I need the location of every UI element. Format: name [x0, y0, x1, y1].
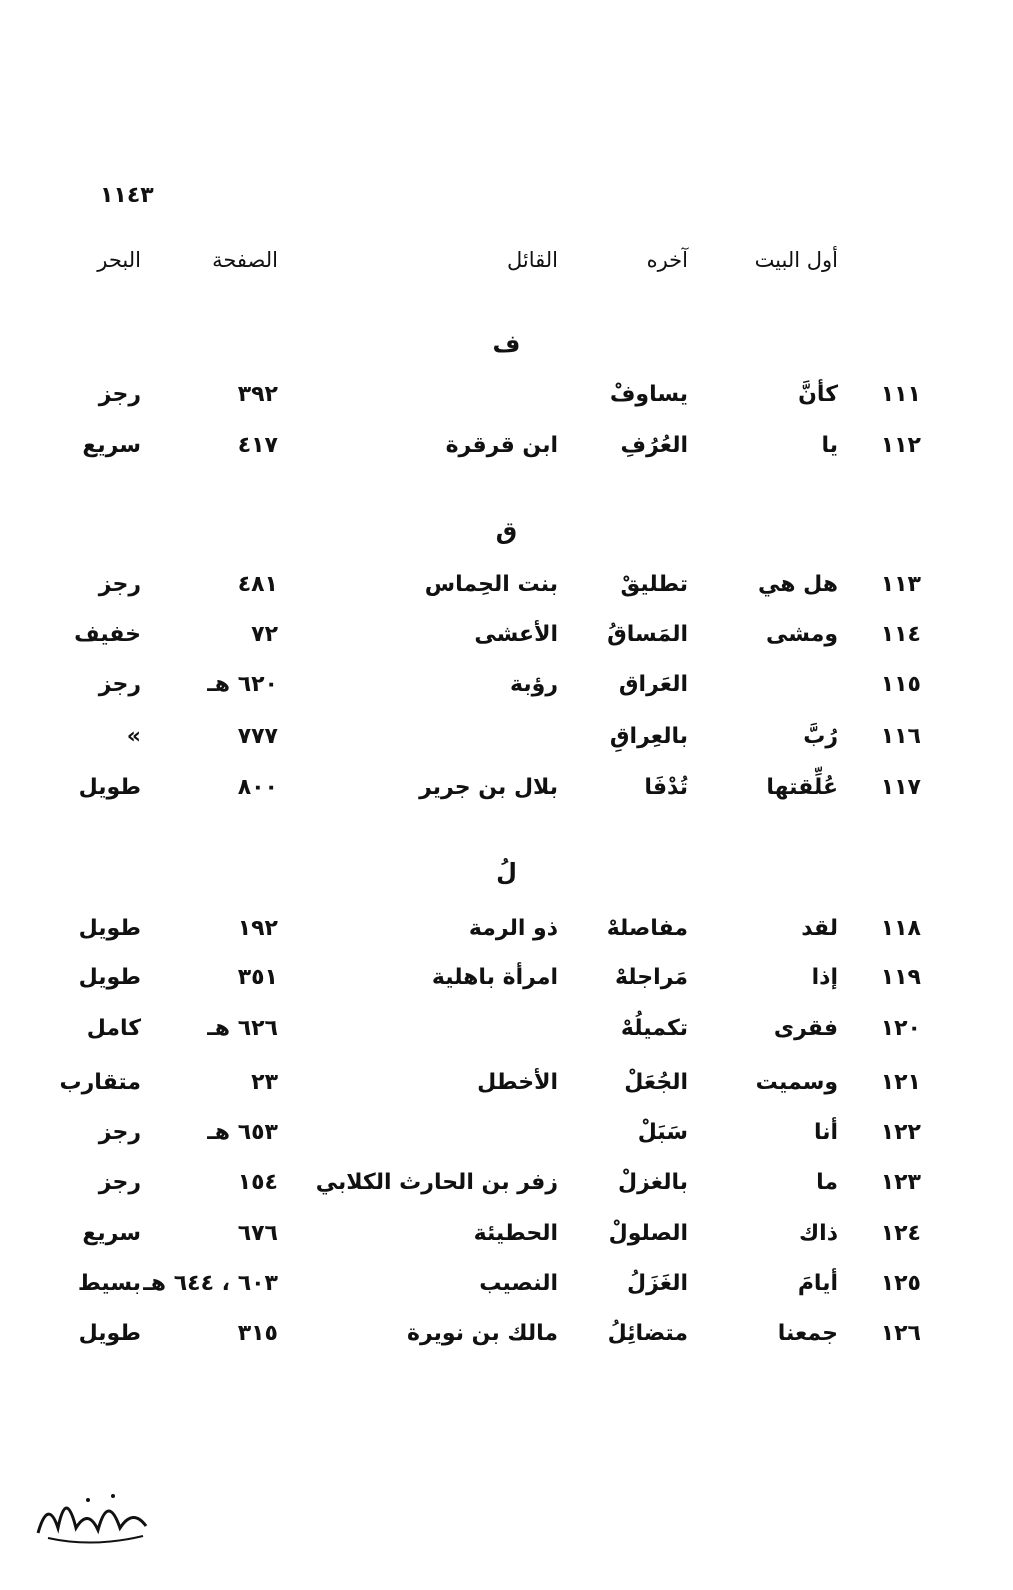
- cell-num: ١١٣: [880, 572, 921, 597]
- cell-num: ١٢٢: [880, 1120, 921, 1145]
- section-letter: ق: [495, 517, 518, 545]
- cell-meter: رجز: [98, 382, 141, 407]
- cell-poet: بلال بن جرير: [419, 775, 558, 800]
- cell-poet: ذو الرمة: [468, 916, 558, 941]
- index-row: [0, 775, 1013, 811]
- cell-num: ١٢٦: [880, 1321, 921, 1346]
- cell-meter: متقارب: [59, 1070, 141, 1095]
- index-row: [0, 622, 1013, 658]
- cell-page: ٨٠٠: [237, 775, 278, 800]
- cell-page: ٧٢: [251, 622, 278, 647]
- column-header-row: [0, 248, 1013, 284]
- cell-meter: »: [126, 724, 141, 749]
- page-number: ١١٤٣: [100, 183, 154, 208]
- cell-page: ٤١٧: [237, 433, 278, 458]
- cell-first: عُلِّقتها: [766, 775, 838, 800]
- index-row: [0, 916, 1013, 952]
- cell-num: ١١٢: [880, 433, 921, 458]
- cell-page: ١٩٢: [237, 916, 278, 941]
- index-row: [0, 1170, 1013, 1206]
- cell-num: ١٢٠: [880, 1016, 921, 1041]
- cell-first: ومشى: [766, 622, 838, 647]
- cell-first: ذاك: [799, 1221, 838, 1246]
- header-meter: البحر: [97, 248, 141, 272]
- cell-meter: سريع: [82, 433, 141, 458]
- cell-num: ١١٥: [880, 672, 921, 697]
- cell-first: رُبَّ: [803, 724, 838, 749]
- cell-meter: سريع: [82, 1221, 141, 1246]
- index-row: [0, 1271, 1013, 1307]
- cell-first: كأنَّ: [798, 382, 838, 407]
- cell-last: الجُعَلْ: [624, 1070, 688, 1095]
- cell-poet: ابن قرقرة: [445, 433, 558, 458]
- cell-last: العَراق: [618, 672, 688, 697]
- cell-first: هل هي: [757, 572, 838, 597]
- cell-num: ١٢٥: [880, 1271, 921, 1296]
- index-row: [0, 1016, 1013, 1052]
- cell-poet: رؤبة: [510, 672, 558, 697]
- cell-last: بالغزلْ: [618, 1170, 688, 1195]
- cell-poet: امرأة باهلية: [431, 965, 558, 990]
- cell-meter: رجز: [98, 672, 141, 697]
- cell-meter: بسيط: [77, 1271, 141, 1296]
- cell-num: ١٢١: [880, 1070, 921, 1095]
- cell-num: ١١١: [880, 382, 921, 407]
- cell-num: ١١٧: [880, 775, 921, 800]
- cell-meter: طويل: [78, 775, 141, 800]
- index-row: [0, 1070, 1013, 1106]
- index-row: [0, 1321, 1013, 1357]
- cell-first: جمعنا: [777, 1321, 838, 1346]
- index-row: [0, 672, 1013, 708]
- cell-last: مفاصلهْ: [606, 916, 688, 941]
- index-row: [0, 724, 1013, 760]
- cell-first: أيامَ: [797, 1271, 838, 1296]
- cell-num: ١١٨: [880, 916, 921, 941]
- cell-last: سَبَلْ: [637, 1120, 688, 1145]
- index-row: [0, 1221, 1013, 1257]
- cell-meter: رجز: [98, 1120, 141, 1145]
- cell-last: تطليقْ: [620, 572, 688, 597]
- cell-poet: الحطيئة: [473, 1221, 558, 1246]
- cell-meter: طويل: [78, 1321, 141, 1346]
- index-row: [0, 572, 1013, 608]
- cell-page: ٣١٥: [237, 1321, 278, 1346]
- cell-meter: طويل: [78, 916, 141, 941]
- index-row: [0, 433, 1013, 469]
- publisher-logo: [28, 1478, 158, 1550]
- cell-page: ٤٨١: [237, 572, 278, 597]
- cell-poet: زفر بن الحارث الكلابي: [315, 1170, 558, 1195]
- cell-first: أنا: [813, 1120, 838, 1145]
- cell-poet: الأخطل: [477, 1070, 558, 1095]
- cell-first: ما: [816, 1170, 838, 1195]
- cell-page: ٢٣: [251, 1070, 278, 1095]
- cell-page: ٦٧٦: [237, 1221, 278, 1246]
- section-letter: لُ: [496, 858, 517, 886]
- cell-page: ٦٢٦ هـ: [207, 1016, 278, 1041]
- cell-last: مَراجلهْ: [614, 965, 688, 990]
- cell-last: يساوفْ: [609, 382, 688, 407]
- cell-num: ١١٩: [880, 965, 921, 990]
- header-poet: القائل: [506, 248, 558, 272]
- cell-num: ١١٤: [880, 622, 921, 647]
- cell-last: الصلولْ: [608, 1221, 688, 1246]
- logo-calligraphy-icon: [28, 1478, 158, 1550]
- cell-num: ١٢٤: [880, 1221, 921, 1246]
- cell-page: ١٥٤: [237, 1170, 278, 1195]
- cell-first: لقد: [801, 916, 838, 941]
- cell-last: متضائِلُ: [607, 1321, 688, 1346]
- cell-num: ١٢٣: [880, 1170, 921, 1195]
- header-last-word: آخره: [646, 248, 688, 272]
- cell-last: بالعِراقِ: [609, 724, 688, 749]
- cell-last: الغَزَلُ: [627, 1271, 688, 1296]
- cell-num: ١١٦: [880, 724, 921, 749]
- cell-page: ٧٧٧: [237, 724, 278, 749]
- cell-meter: رجز: [98, 572, 141, 597]
- header-page: الصفحة: [212, 248, 278, 272]
- cell-poet: النصيب: [479, 1271, 558, 1296]
- cell-first: يا: [821, 433, 838, 458]
- cell-last: العُرُفِ: [620, 433, 688, 458]
- header-first-words: أول البيت: [754, 248, 838, 272]
- cell-last: تكميلُهْ: [620, 1016, 688, 1041]
- cell-first: وسميت: [755, 1070, 838, 1095]
- cell-last: تُدْفَا: [644, 775, 688, 800]
- index-row: [0, 965, 1013, 1001]
- index-row: [0, 1120, 1013, 1156]
- cell-poet: الأعشى: [474, 622, 558, 647]
- index-row: [0, 382, 1013, 418]
- cell-meter: طويل: [78, 965, 141, 990]
- cell-page: ٦٥٣ هـ: [207, 1120, 278, 1145]
- cell-last: المَساقُ: [607, 622, 688, 647]
- cell-page: ٦٢٠ هـ: [207, 672, 278, 697]
- cell-meter: خفيف: [74, 622, 141, 647]
- cell-meter: رجز: [98, 1170, 141, 1195]
- cell-page: ٣٩٢: [237, 382, 278, 407]
- cell-poet: بنت الحِماس: [424, 572, 558, 597]
- cell-page: ٣٥١: [237, 965, 278, 990]
- section-letter: ف: [492, 330, 521, 358]
- cell-page: ٦٠٣ ، ٦٤٤ هـ: [143, 1271, 278, 1296]
- cell-first: فقرى: [773, 1016, 838, 1041]
- cell-poet: مالك بن نويرة: [407, 1321, 558, 1346]
- cell-first: إذا: [811, 965, 838, 990]
- cell-meter: كامل: [86, 1016, 141, 1041]
